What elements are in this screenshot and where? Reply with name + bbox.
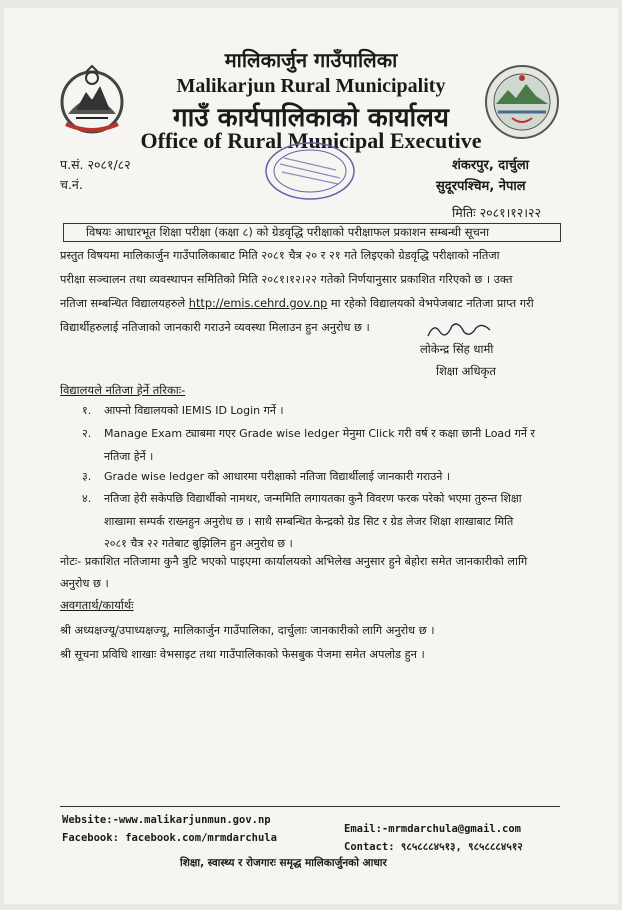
item-text-cont: नतिजा हेर्ने । — [104, 449, 154, 463]
subject-line: विषयः आधारभूत शिक्षा परीक्षा (कक्षा ८) को ग्रेडवृद्धि परीक्षाको परीक्षाफल प्रकाशन सम्बन्धी सूचना — [63, 223, 561, 242]
item-number: ४. — [82, 492, 92, 505]
emis-link[interactable]: http://emis.cehrd.gov.np — [188, 297, 328, 310]
item-number: १. — [82, 404, 92, 417]
place-line-1: शंकरपुर, दार्चुला — [452, 158, 530, 173]
item-text: Grade wise ledger को आधारमा परीक्षाको नतिजा विद्यार्थीलाई जानकारी गराउने । — [104, 470, 451, 483]
footer-divider — [60, 806, 560, 807]
item-text-cont: शाखामा सम्पर्क राख्नहुन अनुरोध छ । साथै सम्बन्धित केन्द्रको ग्रेड सिट र ग्रेड लेजर शिक्षा शाखाबाट मिति — [104, 514, 514, 528]
place-line-2: सुदूरपश्चिम, नेपाल — [436, 179, 526, 194]
municipality-title-np: मालिकार्जुन गाउँपालिका — [224, 48, 398, 72]
cc-line-2: श्री सूचना प्रविधि शाखाः वेभसाइट तथा गाउँपालिकाको फेसबुक पेजमा समेत अपलोड हुन । — [60, 648, 425, 661]
item-text: Manage Exam ट्याबमा गएर Grade wise ledger मेनुमा Click गरी वर्ष र कक्षा छानी Load गर्ने र — [104, 427, 535, 440]
note-line-2: अनुरोध छ । — [60, 577, 109, 590]
dispatch-number: च.नं. — [60, 177, 83, 192]
item-number: २. — [82, 427, 92, 440]
signatory-title: शिक्षा अधिकृत — [436, 364, 496, 378]
body-line-3 — [60, 292, 570, 316]
item-text: आफ्नो विद्यालयको IEMIS ID Login गर्ने । — [104, 404, 284, 417]
body-line-4: विद्यार्थीहरुलाई नतिजाको जानकारी गराउने व्यवस्था मिलाउन हुन अनुरोध छ । — [60, 321, 370, 334]
signature-image — [424, 318, 496, 342]
cc-heading: अवगतार्थ/कार्यार्थः — [60, 598, 134, 612]
office-title-en: Office of Rural Municipal Executive — [140, 128, 482, 153]
letter-date: मितिः २०८१।१२।२२ — [452, 205, 542, 220]
note-line-1: नोटः- प्रकाशित नतिजामा कुनै त्रुटि भएको पाइएमा कार्यालयको अभिलेख अनुसार हुने बेहोरा समेत जानकारीको लागि — [60, 555, 528, 568]
body-line-2: परीक्षा सञ्चालन तथा व्यवस्थापन समितिको मिति २०८१।१२।२२ गतेको निर्णयानुसार प्रकाशित गरिएको छ । उक्त — [60, 273, 513, 286]
body-line-3-end: मा रहेको विद्यालयको वेभपेजबाट नतिजा प्राप्त गरी — [327, 297, 534, 310]
item-number: ३. — [82, 470, 92, 483]
signatory-name: लोकेन्द्र सिंह धामी — [420, 342, 494, 356]
method-item-4 — [82, 488, 522, 556]
footer-facebook: Facebook: facebook.com/mrmdarchula — [62, 832, 277, 844]
footer-website: Website:-www.malikarjunmun.gov.np — [62, 814, 271, 826]
footer-email: Email:-mrmdarchula@gmail.com — [344, 823, 522, 835]
method-item-1 — [82, 400, 284, 423]
method-heading: विद्यालयले नतिजा हेर्ने तरिकाः- — [60, 383, 186, 397]
footer-contact: Contact: ९८५८८८४५१३, ९८५८८८४५१२ — [344, 841, 523, 853]
footer-slogan: शिक्षा, स्वास्थ्य र रोजगारः समृद्ध मालिकार्जुनको आधार — [180, 857, 387, 869]
body-line-3-start: नतिजा सम्बन्धित विद्यालयहरुले — [60, 297, 189, 310]
reference-number: प.सं. २०८१/८२ — [60, 157, 131, 172]
body-line-1: प्रस्तुत विषयमा मालिकार्जुन गाउँपालिकाबाट मिति २०८१ चैत्र २० र २१ गते लिइएको ग्रेडवृद्धि परीक्षाको नतिजा — [60, 249, 500, 262]
office-title-np: गाउँ कार्यपालिकाको कार्यालय — [173, 103, 449, 133]
method-item-3 — [82, 466, 450, 489]
office-stamp-icon — [262, 140, 358, 202]
method-item-2 — [82, 423, 535, 468]
cc-line-1: श्री अध्यक्षज्यू/उपाध्यक्षज्यू, मालिकार्जुन गाउँपालिका, दार्चुलाः जानकारीको लागि अनुरोध छ । — [60, 624, 435, 637]
item-text: नतिजा हेरी सकेपछि विद्यार्थीको नामथर, जन्ममिति लगायतका कुनै विवरण फरक परेको भएमा तुरुन्त शिक्षा — [104, 492, 522, 505]
item-text-cont: २०८१ चैत्र २२ गतेबाट बुझिलिन हुन अनुरोध छ । — [104, 537, 293, 550]
municipality-title-en: Malikarjun Rural Municipality — [176, 75, 446, 97]
